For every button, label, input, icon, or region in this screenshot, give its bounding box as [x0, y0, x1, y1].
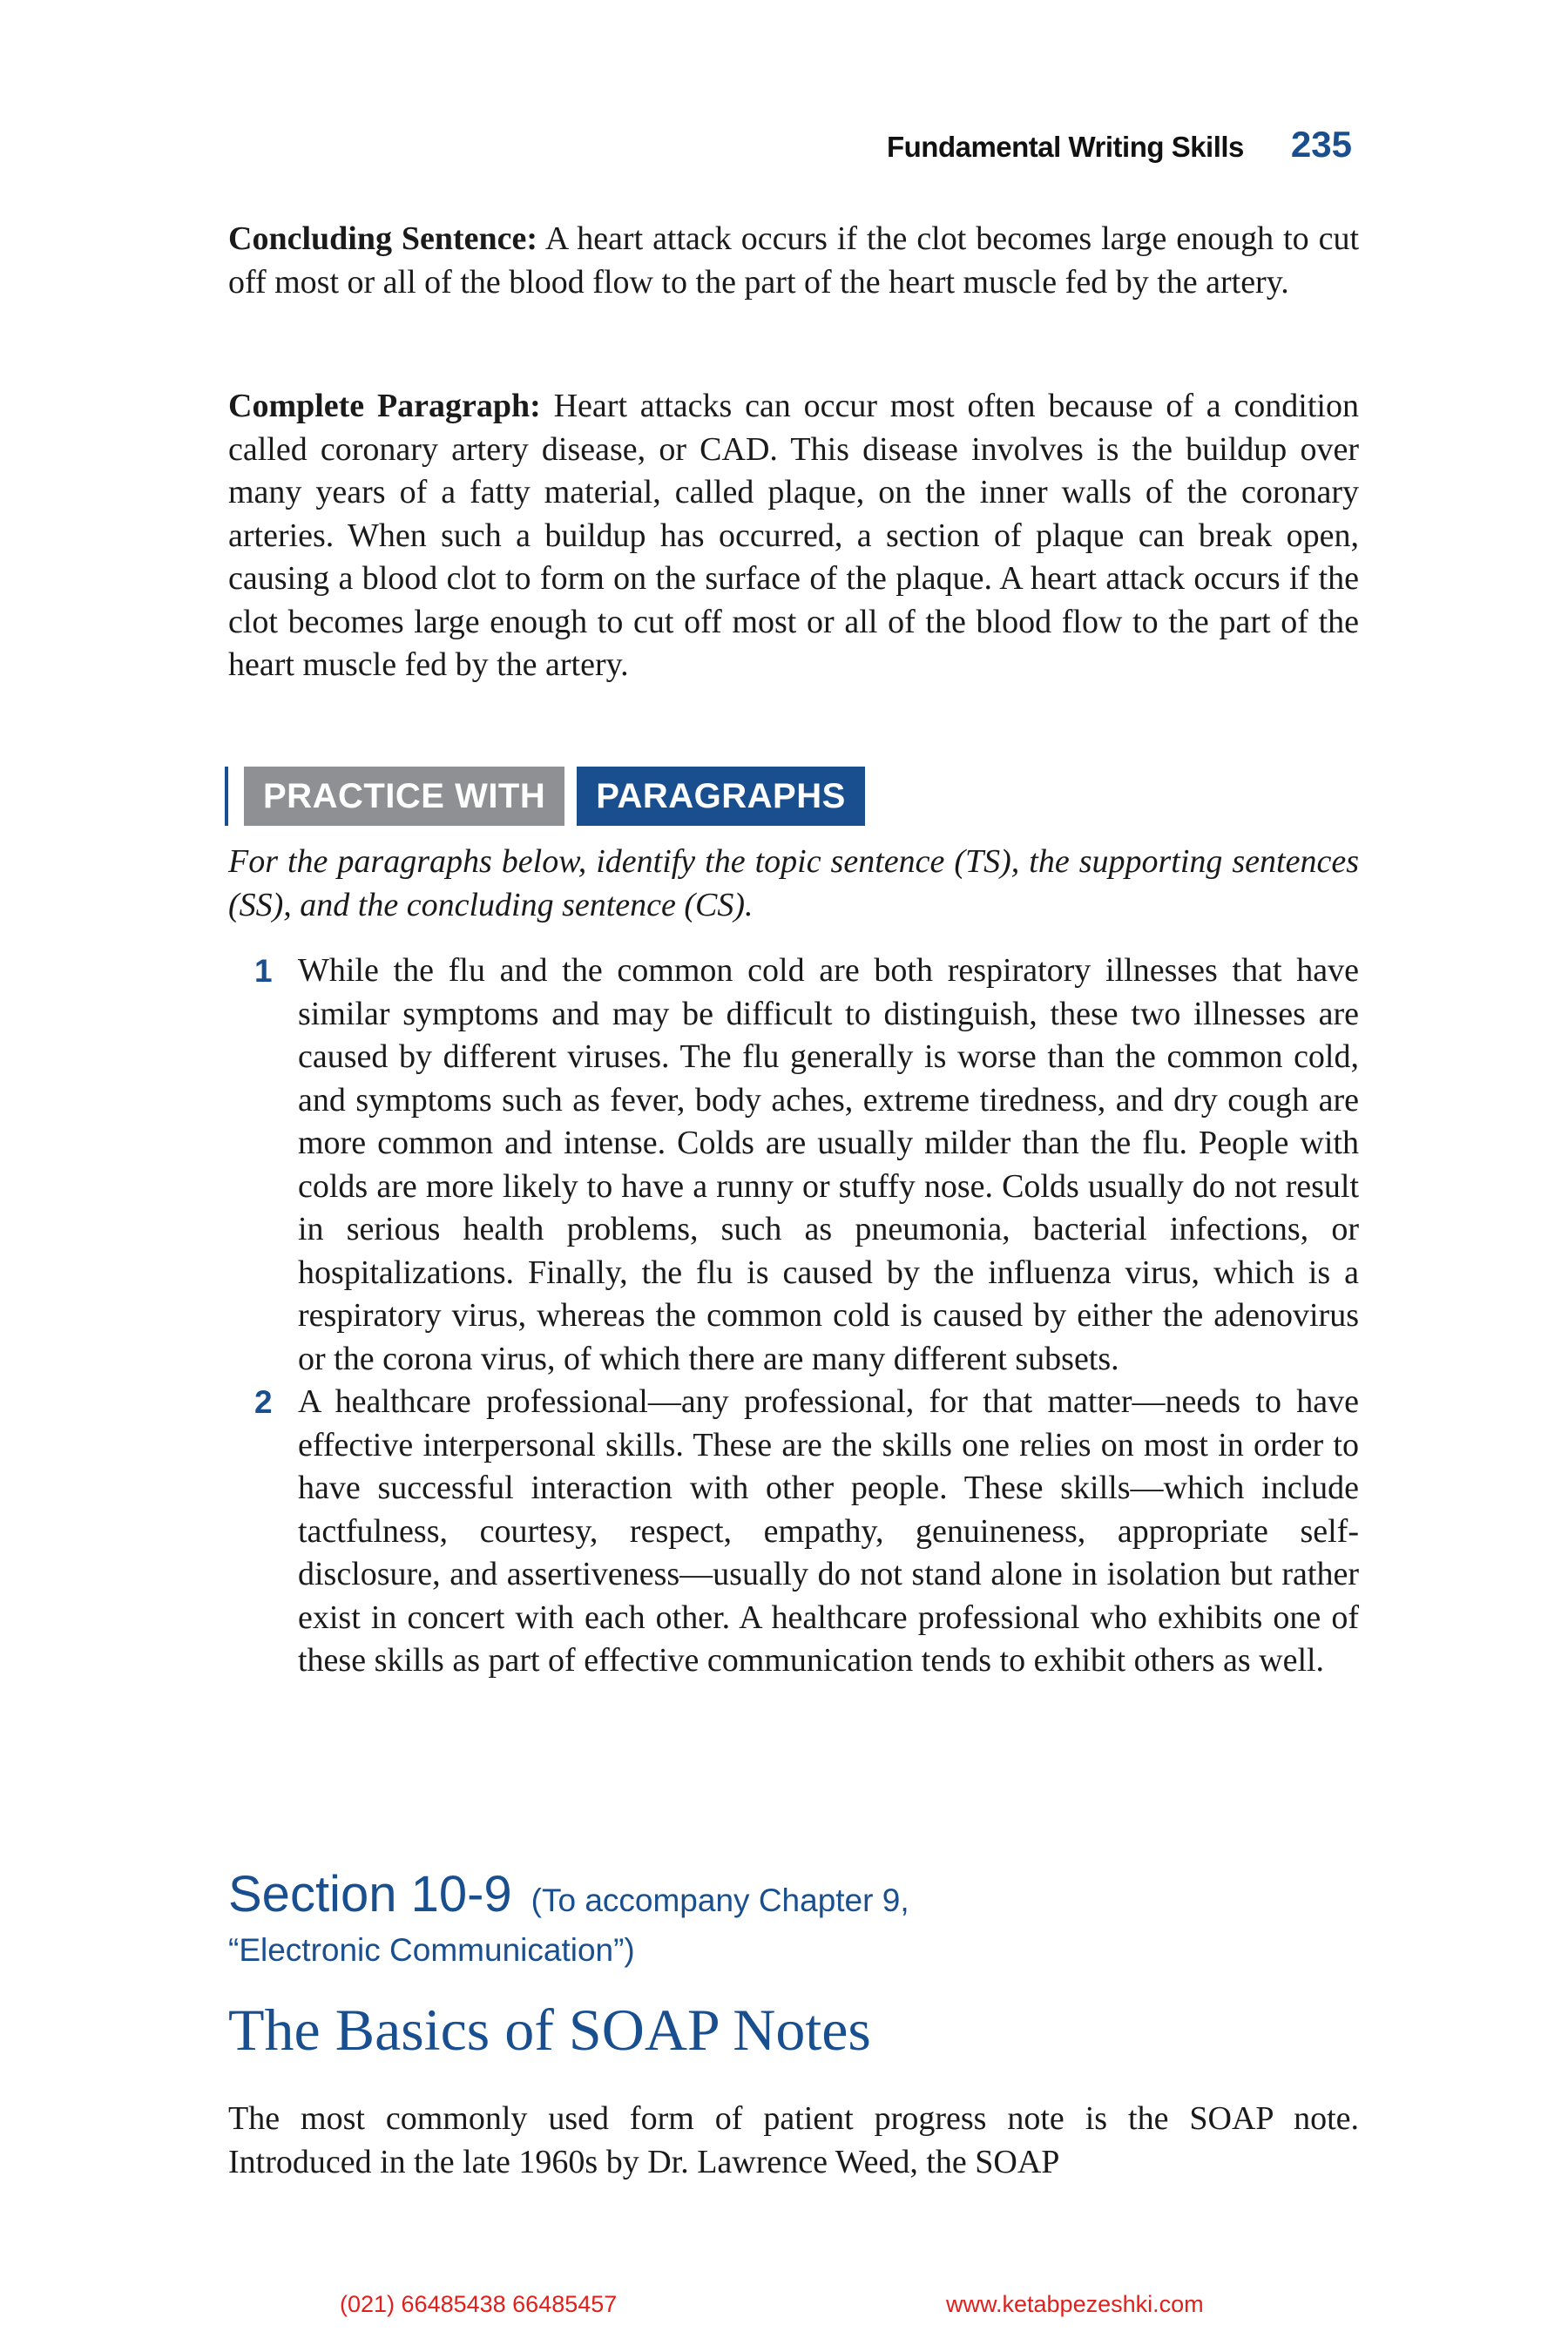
exercise-number: 2 — [254, 1384, 273, 1420]
exercise-text: A healthcare professional—any professional, for that matter—needs to have effective interpersonal skills. These are the skills one relies on most in order to have successful interaction with other people. These skills—which include tactfulness, courtesy, respect, empathy, genuineness, appropriate self-disclosure, and assertiveness—usually do not stand alone in isolation but rather exist in concert with each other. A healthcare professional who exhibits one of these skills as part of effective communication tends to exhibit others as well. — [298, 1383, 1359, 1679]
practice-instructions-block — [228, 841, 1359, 927]
complete-paragraph — [228, 385, 1359, 687]
section-subtitle-part2: “Electronic Communication”) — [228, 1932, 635, 1968]
soap-intro-block — [228, 2098, 1359, 2184]
list-item — [228, 1381, 1359, 1683]
complete-paragraph-label: Complete Paragraph: — [228, 388, 541, 424]
footer-website-link[interactable]: www.ketabpezeshki.com — [946, 2291, 1204, 2317]
page-number: 235 — [1290, 124, 1352, 165]
exercise-list — [228, 950, 1359, 1683]
running-title: Fundamental Writing Skills — [886, 131, 1244, 163]
complete-paragraph-block — [228, 385, 1359, 687]
concluding-sentence-block — [228, 218, 1359, 304]
exercise-number: 1 — [254, 953, 273, 989]
section-subtitle-part1: (To accompany Chapter 9, — [531, 1882, 909, 1918]
section-title: The Basics of SOAP Notes — [228, 1997, 871, 2063]
list-item — [228, 950, 1359, 1381]
footer-phone: (021) 66485438 66485457 — [340, 2291, 618, 2317]
concluding-sentence-label: Concluding Sentence: — [228, 220, 538, 257]
concluding-sentence-paragraph — [228, 218, 1359, 304]
exercise-text: While the flu and the common cold are both respiratory illnesses that have similar symptoms and may be difficult to distinguish, these two illnesses are caused by different viruses. The flu generally is worse than the common cold, and symptoms such as fever, body aches, extreme tiredness, and dry cough are more common and intense. Colds are usually milder than the flu. People with colds are more likely to have a runny or stuffy nose. Colds usually do not result in serious health problems, such as pneumonia, bacterial infections, or hospitalizations. Finally, the flu is caused by the influenza virus, which is a respiratory virus, whereas the common cold is caused by either the adenovirus or the corona virus, of which there are many different subsets. — [298, 952, 1359, 1377]
running-head — [887, 124, 1352, 166]
section-heading-line1 — [228, 1864, 1359, 1925]
soap-intro-paragraph: The most commonly used form of patient progress note is the SOAP note. Introduced in the late 1960s by Dr. Lawrence Weed, the SOAP — [228, 2100, 1359, 2180]
concluding-sentence-text: A heart attack occurs if the clot becomes large enough to cut off most or all of the blood flow to the part of the heart muscle fed by the artery. — [228, 220, 1360, 301]
banner-rule — [225, 767, 228, 826]
banner-practice-with: PRACTICE WITH — [244, 767, 564, 826]
complete-paragraph-text: Heart attacks can occur most often because of a condition called coronary artery disease, or CAD. This disease involves is the buildup over many years of a fatty material, called plaque, on the inner walls of the coronary arteries. When such a buildup has occurred, a section of plaque can break open, causing a blood clot to form on the surface of the plaque. A heart attack occurs if the clot becomes large enough to cut off most or all of the blood flow to the part of the heart muscle fed by the artery. — [228, 388, 1359, 683]
banner-paragraphs: PARAGRAPHS — [577, 767, 865, 826]
practice-instructions: For the paragraphs below, identify the topic sentence (TS), the supporting sentences (SS), and the concluding sentence (CS). — [228, 843, 1359, 923]
section-heading — [228, 1864, 1359, 1976]
practice-banner — [225, 767, 865, 826]
section-number: Section 10-9 — [228, 1866, 512, 1923]
